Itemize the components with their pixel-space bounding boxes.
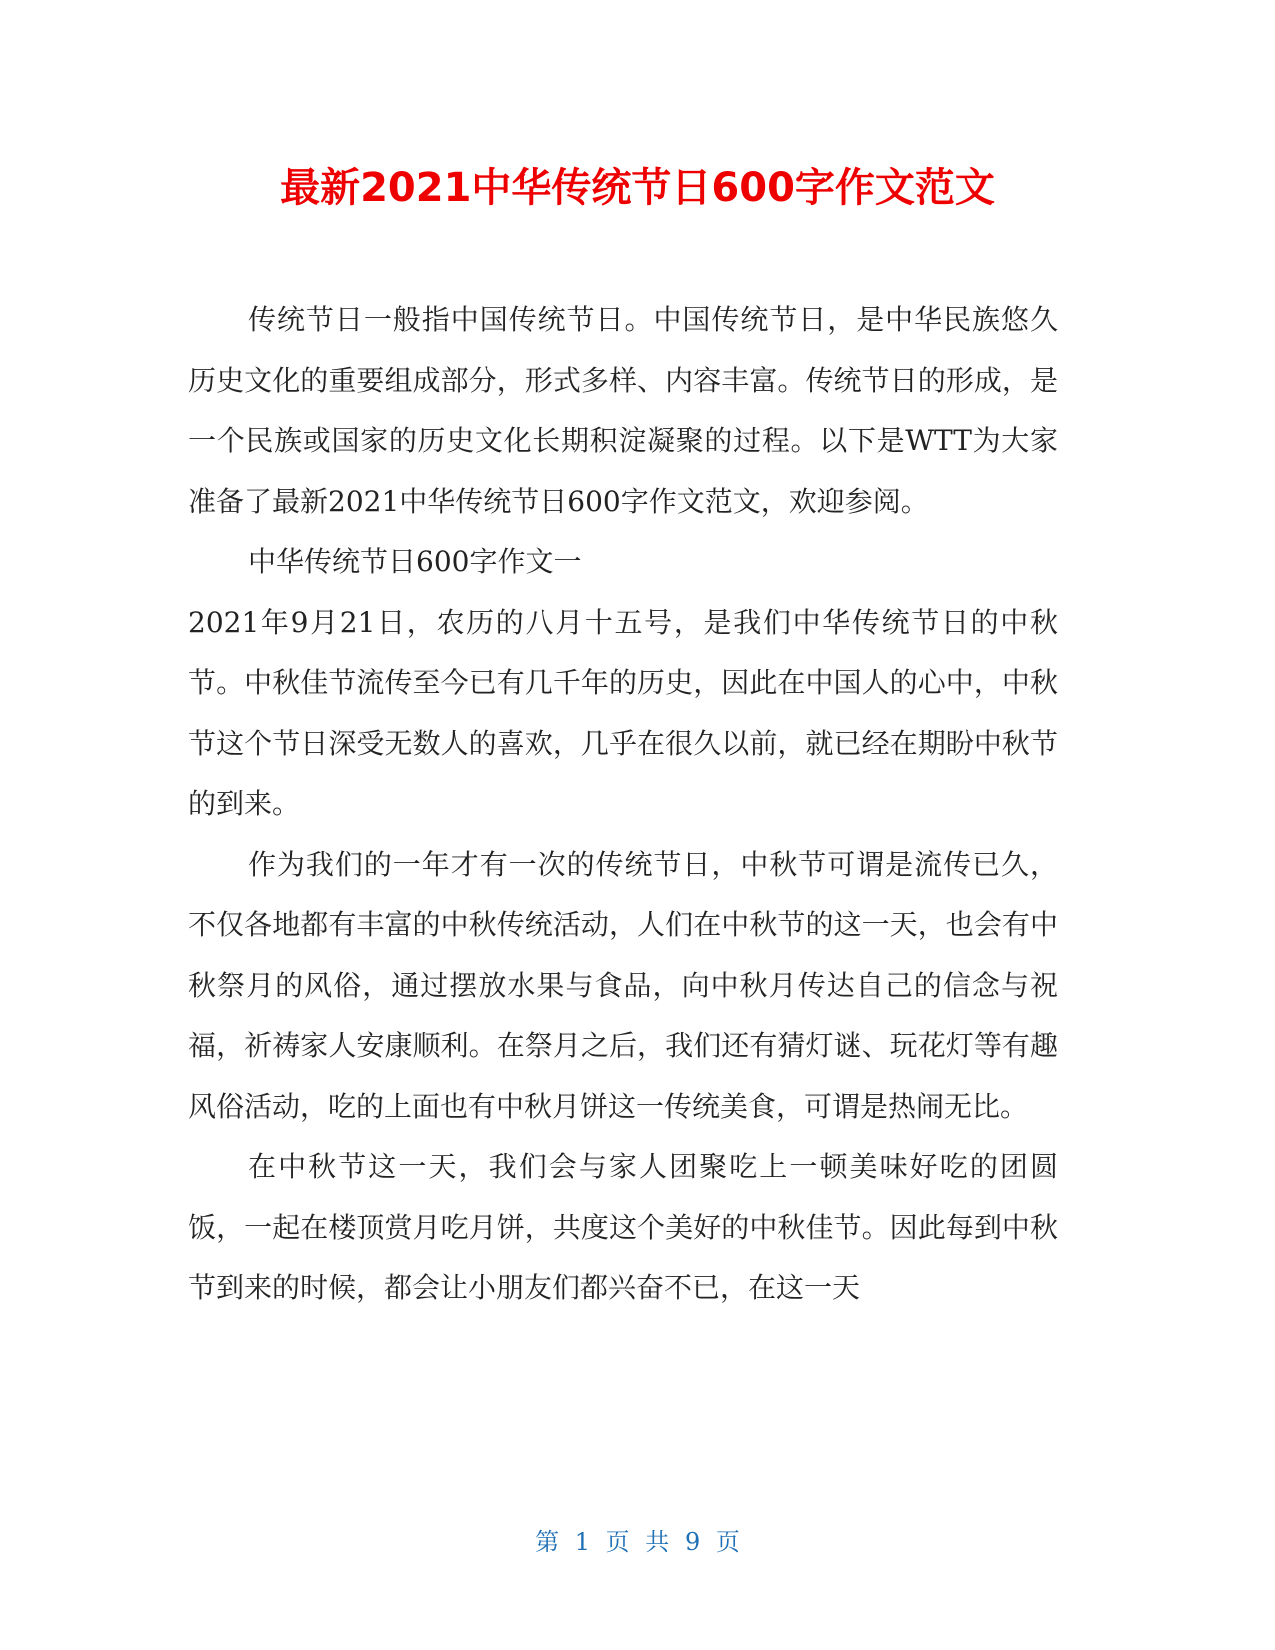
paragraph-customs: 作为我们的一年才有一次的传统节日，中秋节可谓是流传已久，不仅各地都有丰富的中秋传统活动，人们在中秋节的这一天，也会有中秋祭月的风俗，通过摆放水果与食品，向中秋月传达自己的信念与祝福，祈祷家人安康顺利。在祭月之后，我们还有猜灯谜、玩花灯等有趣风俗活动，吃的上面也有中秋月饼这一传统美食，可谓是热闹无比。 (188, 847, 1058, 1123)
paragraph-date: 2021年9月21日，农历的八月十五号，是我们中华传统节日的中秋节。中秋佳节流传至今已有几千年的历史，因此在中国人的心中，中秋节这个节日深受无数人的喜欢，几乎在很久以前，就已经在期盼中秋节的到来。 (188, 605, 1058, 820)
document-body (188, 290, 1058, 1319)
paragraph-reunion: 在中秋节这一天，我们会与家人团聚吃上一顿美味好吃的团圆饭，一起在楼顶赏月吃月饼，共度这个美好的中秋佳节。因此每到中秋节到来的时候，都会让小朋友们都兴奋不已，在这一天 (188, 1150, 1058, 1304)
document-title: 最新2021中华传统节日600字作文范文 (280, 165, 995, 211)
section-heading: 中华传统节日600字作文一 (248, 545, 582, 578)
page-footer (0, 1525, 1275, 1559)
page-number: 第 1 页 共 9 页 (535, 1528, 740, 1556)
paragraph-intro: 传统节日一般指中国传统节日。中国传统节日，是中华民族悠久历史文化的重要组成部分，形式多样、内容丰富。传统节日的形成，是一个民族或国家的历史文化长期积淀凝聚的过程。以下是WTT为大家准备了最新2021中华传统节日600字作文范文，欢迎参阅。 (188, 303, 1058, 518)
